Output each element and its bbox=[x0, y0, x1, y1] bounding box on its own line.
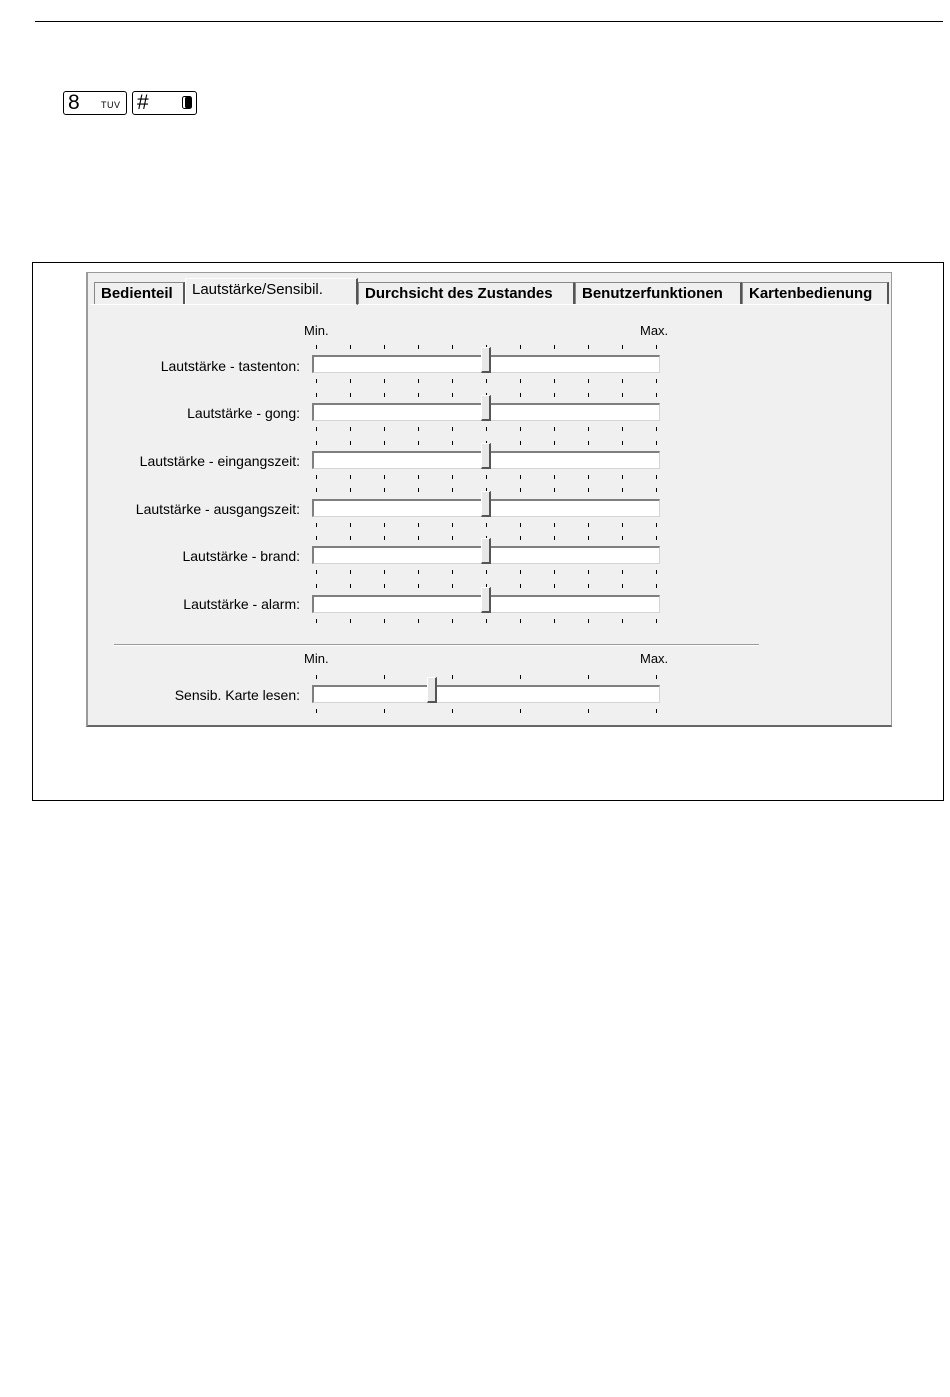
tick-mark bbox=[452, 345, 453, 349]
tick-mark bbox=[384, 570, 385, 574]
sensitivity-max-label: Max. bbox=[640, 651, 669, 666]
tab-durchsicht-des-zustandes[interactable]: Durchsicht des Zustandes bbox=[358, 282, 575, 304]
tick-mark bbox=[656, 619, 657, 623]
slider-track bbox=[312, 685, 660, 703]
tick-mark bbox=[350, 523, 351, 527]
tick-mark bbox=[452, 427, 453, 431]
tick-mark bbox=[622, 536, 623, 540]
slider-brand[interactable] bbox=[312, 546, 660, 564]
slider-thumb[interactable] bbox=[427, 677, 437, 703]
tick-mark bbox=[622, 523, 623, 527]
tick-mark bbox=[452, 488, 453, 492]
top-rule bbox=[35, 21, 943, 22]
tick-mark bbox=[622, 441, 623, 445]
tick-mark bbox=[316, 393, 317, 397]
tick-mark bbox=[520, 345, 521, 349]
tick-mark bbox=[350, 488, 351, 492]
tick-mark bbox=[350, 536, 351, 540]
slider-alarm[interactable] bbox=[312, 595, 660, 613]
tick-mark bbox=[588, 488, 589, 492]
tick-mark bbox=[520, 475, 521, 479]
slider-eingangszeit[interactable] bbox=[312, 451, 660, 469]
sensitivity-ticks bbox=[312, 709, 660, 714]
tick-mark bbox=[520, 488, 521, 492]
slider-ausgangszeit[interactable] bbox=[312, 499, 660, 517]
tick-mark bbox=[486, 570, 487, 574]
tick-mark bbox=[316, 619, 317, 623]
tick-mark bbox=[588, 393, 589, 397]
key-8-digit: 8 bbox=[68, 91, 80, 114]
tick-mark bbox=[384, 523, 385, 527]
tick-mark bbox=[656, 488, 657, 492]
tick-mark bbox=[656, 441, 657, 445]
tick-mark bbox=[486, 523, 487, 527]
tick-mark bbox=[622, 570, 623, 574]
tick-mark bbox=[622, 488, 623, 492]
tick-mark bbox=[384, 393, 385, 397]
tick-mark bbox=[350, 441, 351, 445]
settings-dialog bbox=[86, 272, 892, 727]
tick-mark bbox=[452, 441, 453, 445]
tick-mark bbox=[418, 488, 419, 492]
slider-label-brand: Lautstärke - brand: bbox=[182, 548, 300, 564]
tick-mark bbox=[622, 427, 623, 431]
tick-mark bbox=[418, 427, 419, 431]
tick-mark bbox=[554, 427, 555, 431]
tick-mark bbox=[520, 523, 521, 527]
tick-mark bbox=[520, 619, 521, 623]
slider-thumb[interactable] bbox=[481, 347, 491, 373]
tick-mark bbox=[486, 379, 487, 383]
tick-mark bbox=[588, 441, 589, 445]
tab-benutzerfunktionen[interactable]: Benutzerfunktionen bbox=[575, 282, 742, 304]
slider-thumb[interactable] bbox=[481, 491, 491, 517]
tick-mark bbox=[350, 619, 351, 623]
tick-mark bbox=[316, 523, 317, 527]
tick-mark bbox=[588, 584, 589, 588]
tick-mark bbox=[554, 536, 555, 540]
volume-min-label: Min. bbox=[304, 323, 329, 338]
tick-mark bbox=[520, 427, 521, 431]
tick-mark bbox=[656, 345, 657, 349]
tick-mark bbox=[520, 536, 521, 540]
tab-lautstaerke-sensibil[interactable]: Lautstärke/Sensibil. bbox=[185, 278, 358, 305]
slider-ticks bbox=[312, 523, 660, 528]
tick-mark bbox=[316, 427, 317, 431]
tick-mark bbox=[622, 619, 623, 623]
tab-kartenbedienung[interactable]: Kartenbedienung bbox=[742, 282, 889, 304]
tick-mark bbox=[452, 709, 453, 713]
tick-mark bbox=[350, 379, 351, 383]
tick-mark bbox=[418, 619, 419, 623]
tick-mark bbox=[588, 427, 589, 431]
slider-ticks bbox=[312, 379, 660, 384]
tick-mark bbox=[622, 379, 623, 383]
tick-mark bbox=[316, 536, 317, 540]
tick-mark bbox=[656, 570, 657, 574]
tick-mark bbox=[452, 675, 453, 679]
tick-mark bbox=[486, 475, 487, 479]
tick-mark bbox=[418, 475, 419, 479]
tick-mark bbox=[656, 523, 657, 527]
tick-mark bbox=[452, 584, 453, 588]
slider-karte-lesen[interactable] bbox=[312, 685, 660, 703]
slider-label-alarm: Lautstärke - alarm: bbox=[183, 596, 300, 612]
tick-mark bbox=[554, 488, 555, 492]
tick-mark bbox=[622, 584, 623, 588]
tick-mark bbox=[554, 379, 555, 383]
tick-mark bbox=[452, 570, 453, 574]
tick-mark bbox=[418, 379, 419, 383]
tick-mark bbox=[452, 619, 453, 623]
tick-mark bbox=[554, 523, 555, 527]
tick-mark bbox=[554, 441, 555, 445]
slider-label-karte-lesen: Sensib. Karte lesen: bbox=[174, 687, 300, 703]
tick-mark bbox=[520, 709, 521, 713]
tick-mark bbox=[384, 441, 385, 445]
key-8-letters: TUV bbox=[101, 100, 121, 110]
tab-bedienteil[interactable]: Bedienteil bbox=[94, 282, 185, 304]
tick-mark bbox=[588, 709, 589, 713]
tick-mark bbox=[316, 570, 317, 574]
tick-mark bbox=[656, 675, 657, 679]
tick-mark bbox=[384, 709, 385, 713]
tick-mark bbox=[350, 584, 351, 588]
tick-mark bbox=[486, 619, 487, 623]
tick-mark bbox=[554, 393, 555, 397]
volume-sensitivity-panel bbox=[90, 304, 887, 724]
tick-mark bbox=[316, 475, 317, 479]
tick-mark bbox=[384, 488, 385, 492]
slider-label-ausgangszeit: Lautstärke - ausgangszeit: bbox=[135, 501, 300, 517]
tick-mark bbox=[418, 393, 419, 397]
tick-mark bbox=[656, 709, 657, 713]
tick-mark bbox=[384, 584, 385, 588]
tick-mark bbox=[384, 619, 385, 623]
slider-ticks bbox=[312, 475, 660, 480]
tick-mark bbox=[452, 475, 453, 479]
key-hash bbox=[132, 91, 197, 115]
tick-mark bbox=[418, 570, 419, 574]
tick-mark bbox=[554, 584, 555, 588]
tick-mark bbox=[316, 488, 317, 492]
tick-mark bbox=[418, 523, 419, 527]
slider-label-gong: Lautstärke - gong: bbox=[187, 405, 300, 421]
tick-mark bbox=[520, 379, 521, 383]
tick-mark bbox=[316, 379, 317, 383]
slider-thumb[interactable] bbox=[481, 538, 491, 564]
tick-mark bbox=[384, 675, 385, 679]
tick-mark bbox=[384, 427, 385, 431]
tick-mark bbox=[588, 523, 589, 527]
key-card-icon bbox=[182, 96, 192, 109]
tick-mark bbox=[588, 379, 589, 383]
key-hash-symbol: # bbox=[137, 91, 149, 114]
tick-mark bbox=[520, 675, 521, 679]
tick-mark bbox=[656, 379, 657, 383]
tick-mark bbox=[622, 345, 623, 349]
tick-mark bbox=[656, 475, 657, 479]
key-8 bbox=[63, 91, 127, 115]
sensitivity-ticks bbox=[312, 675, 660, 680]
tick-mark bbox=[588, 619, 589, 623]
tick-mark bbox=[554, 475, 555, 479]
tick-mark bbox=[418, 441, 419, 445]
tick-mark bbox=[520, 393, 521, 397]
tick-mark bbox=[588, 675, 589, 679]
slider-gong[interactable] bbox=[312, 403, 660, 421]
slider-thumb[interactable] bbox=[481, 443, 491, 469]
tick-mark bbox=[520, 584, 521, 588]
slider-label-eingangszeit: Lautstärke - eingangszeit: bbox=[139, 453, 300, 469]
tick-mark bbox=[384, 475, 385, 479]
tick-mark bbox=[656, 536, 657, 540]
tick-mark bbox=[316, 441, 317, 445]
tick-mark bbox=[384, 536, 385, 540]
section-divider bbox=[114, 644, 759, 646]
slider-tastenton[interactable] bbox=[312, 355, 660, 373]
tick-mark bbox=[520, 441, 521, 445]
tick-mark bbox=[622, 393, 623, 397]
tick-mark bbox=[418, 345, 419, 349]
tick-mark bbox=[316, 709, 317, 713]
tick-mark bbox=[588, 345, 589, 349]
slider-thumb[interactable] bbox=[481, 587, 491, 613]
tick-mark bbox=[350, 345, 351, 349]
slider-ticks bbox=[312, 570, 660, 575]
tick-mark bbox=[452, 379, 453, 383]
slider-ticks bbox=[312, 427, 660, 432]
tick-mark bbox=[554, 619, 555, 623]
tick-mark bbox=[384, 379, 385, 383]
tick-mark bbox=[554, 345, 555, 349]
slider-label-tastenton: Lautstärke - tastenton: bbox=[160, 358, 300, 374]
tick-mark bbox=[588, 475, 589, 479]
tick-mark bbox=[350, 475, 351, 479]
tick-mark bbox=[656, 584, 657, 588]
tick-mark bbox=[656, 393, 657, 397]
tick-mark bbox=[656, 427, 657, 431]
tick-mark bbox=[316, 584, 317, 588]
tick-mark bbox=[316, 675, 317, 679]
volume-max-label: Max. bbox=[640, 323, 669, 338]
slider-ticks bbox=[312, 619, 660, 624]
tick-mark bbox=[350, 570, 351, 574]
tick-mark bbox=[452, 536, 453, 540]
tick-mark bbox=[350, 393, 351, 397]
tick-mark bbox=[588, 570, 589, 574]
tick-mark bbox=[452, 393, 453, 397]
tick-mark bbox=[384, 345, 385, 349]
tick-mark bbox=[452, 523, 453, 527]
tick-mark bbox=[316, 345, 317, 349]
tick-mark bbox=[622, 475, 623, 479]
tick-mark bbox=[418, 584, 419, 588]
tick-mark bbox=[418, 536, 419, 540]
tick-mark bbox=[520, 570, 521, 574]
tick-mark bbox=[486, 427, 487, 431]
tick-mark bbox=[588, 536, 589, 540]
tick-mark bbox=[554, 570, 555, 574]
slider-thumb[interactable] bbox=[481, 395, 491, 421]
tick-mark bbox=[350, 427, 351, 431]
sensitivity-min-label: Min. bbox=[304, 651, 329, 666]
